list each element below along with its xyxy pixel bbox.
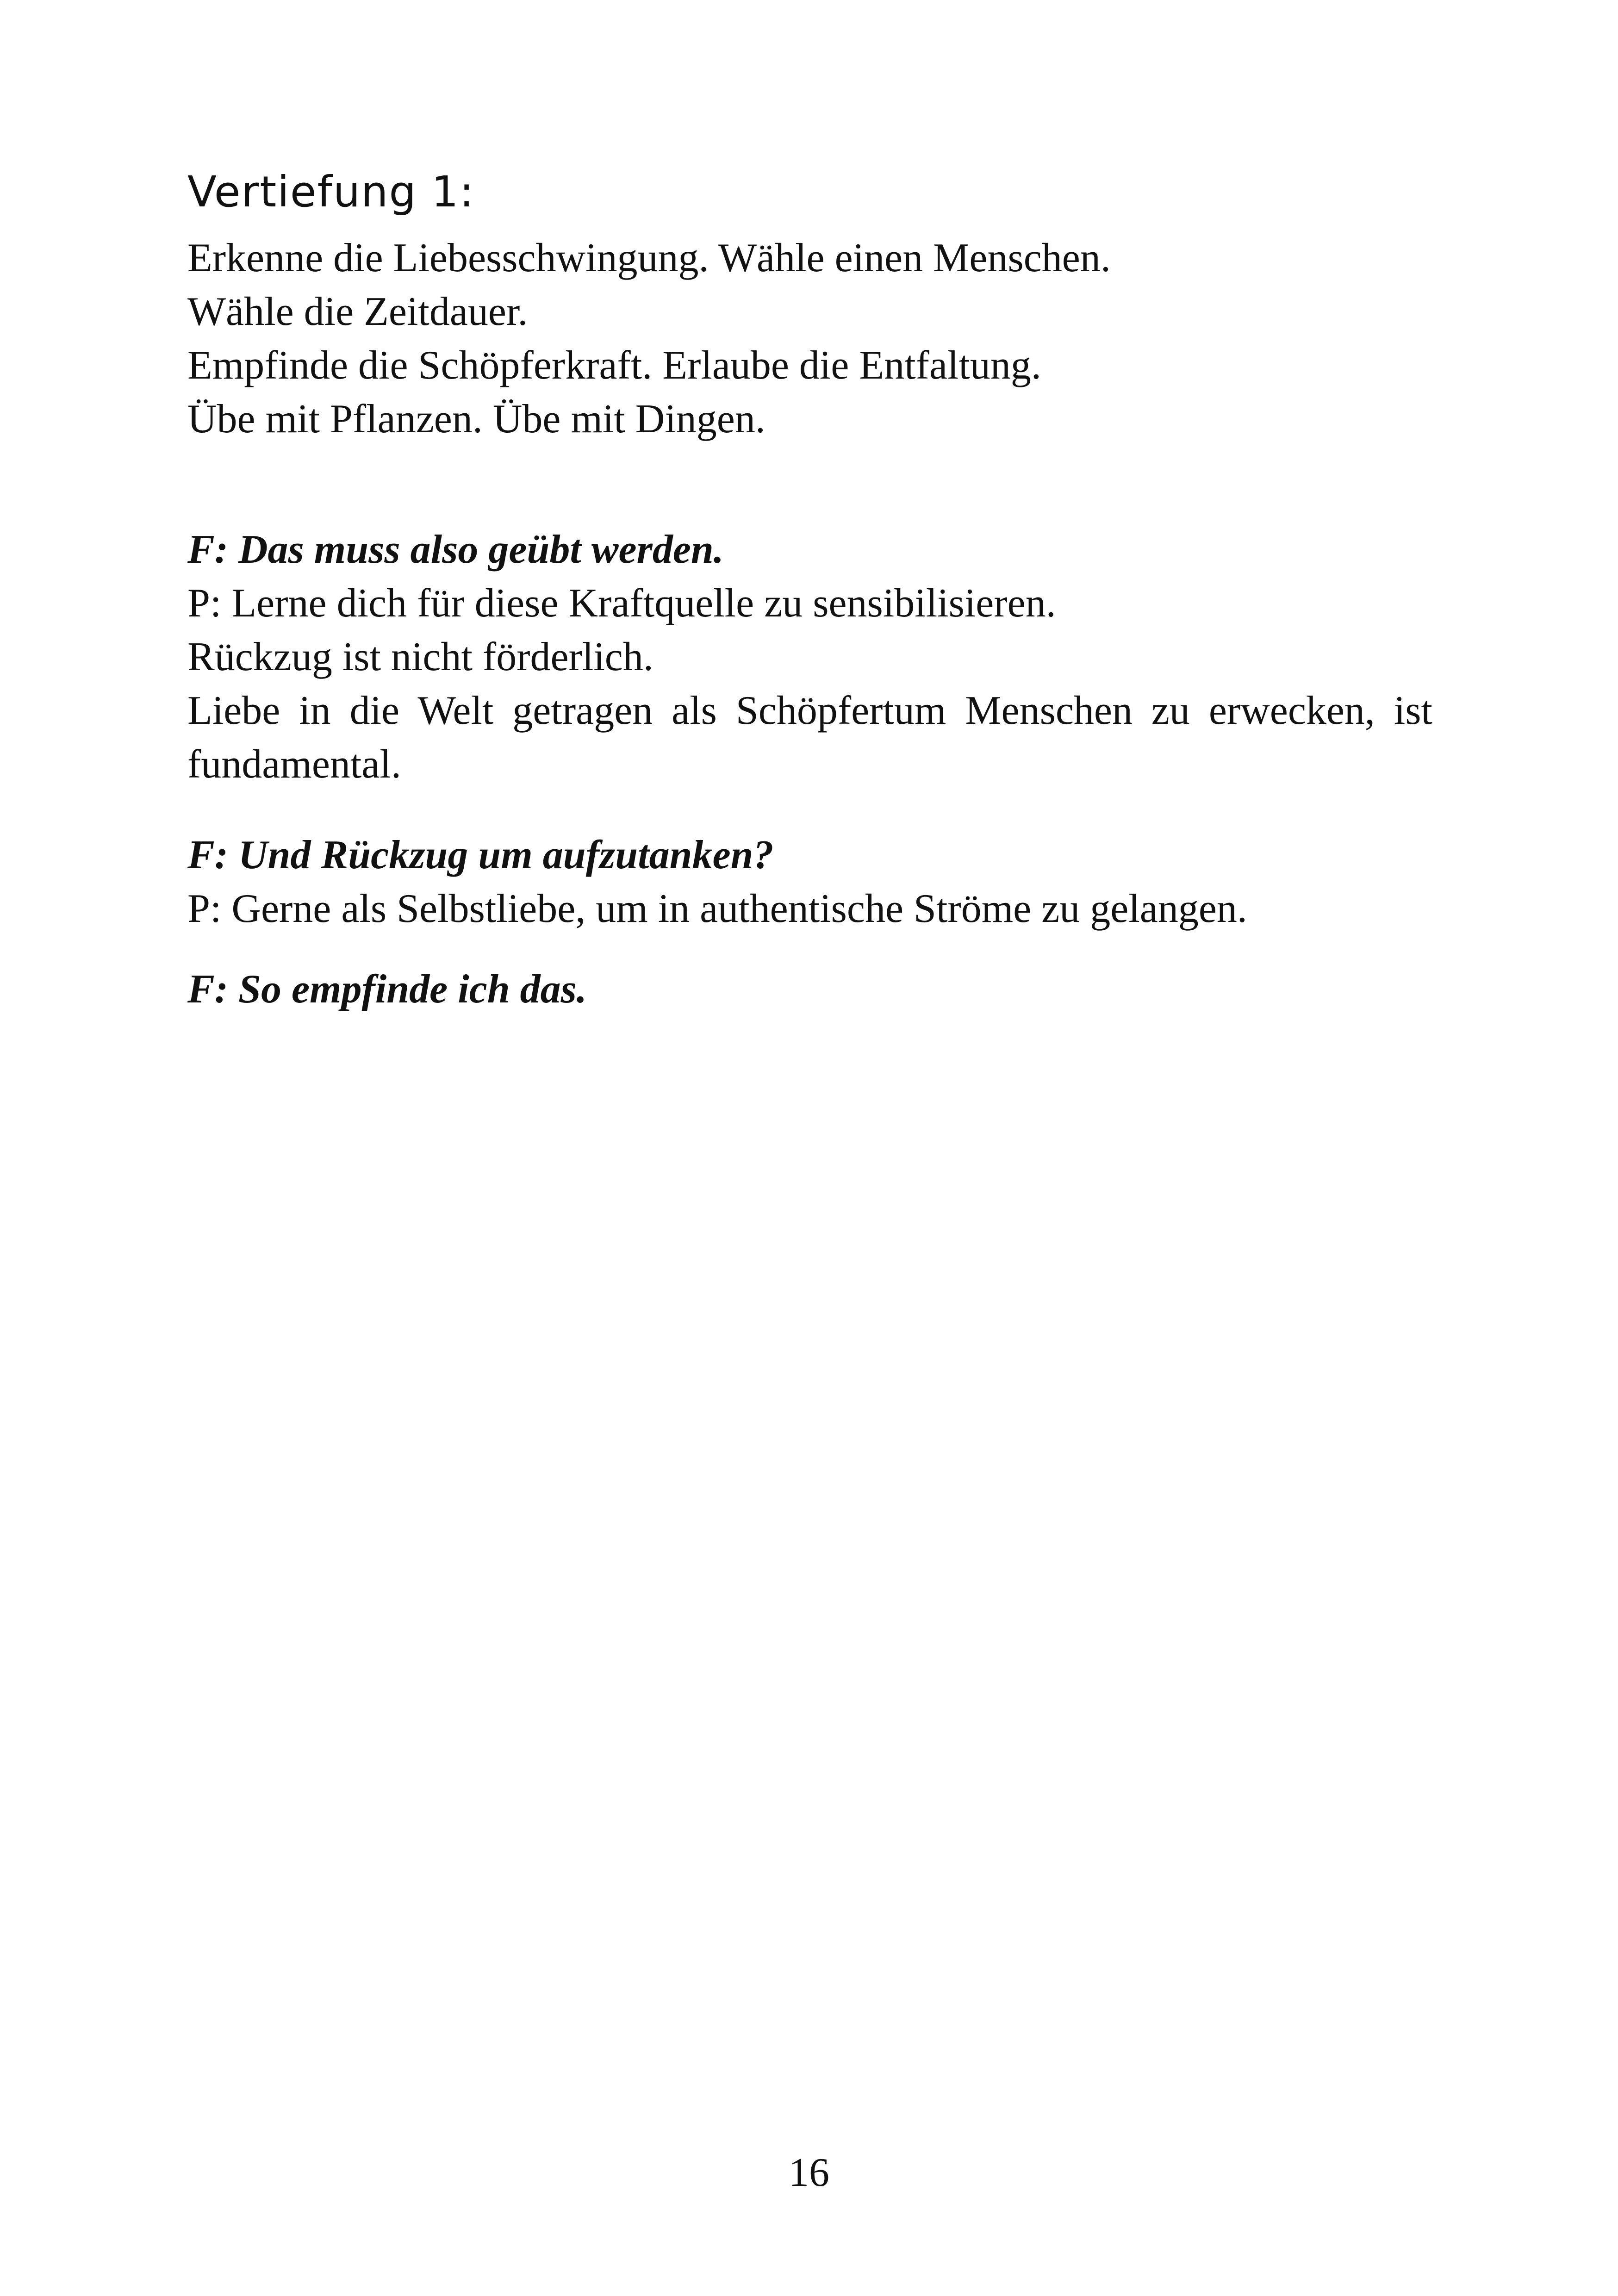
intro-line: Wähle die Zeitdauer.: [187, 289, 528, 334]
intro-paragraph: [187, 231, 1432, 446]
answer-line: Rückzug ist nicht förderlich.: [187, 635, 653, 679]
intro-line: Übe mit Pflanzen. Übe mit Dingen.: [187, 397, 765, 442]
intro-line: Empfinde die Schöpferkraft. Erlaube die Entfaltung.: [187, 343, 1041, 388]
intro-line: Erkenne die Liebesschwingung. Wähle einen Menschen.: [187, 236, 1111, 280]
question-line: F: So empfinde ich das.: [187, 967, 587, 1012]
question-line: F: Und Rückzug um aufzutanken?: [187, 833, 774, 877]
answer-line: Liebe in die Welt getragen als Schöpfertum Menschen zu erwecken, ist fundamental.: [187, 688, 1432, 787]
dialog-block: [187, 828, 1432, 936]
question-line: F: Das muss also geübt werden.: [187, 527, 724, 572]
section-heading: Vertiefung 1:: [187, 167, 475, 217]
answer-line: P: Gerne als Selbstliebe, um in authentische Ströme zu gelangen.: [187, 886, 1247, 931]
dialog-block: [187, 963, 1432, 1016]
page-number: 16: [789, 2150, 829, 2195]
answer-line: P: Lerne dich für diese Kraftquelle zu sensibilisieren.: [187, 581, 1056, 626]
dialog-block: [187, 523, 1432, 791]
